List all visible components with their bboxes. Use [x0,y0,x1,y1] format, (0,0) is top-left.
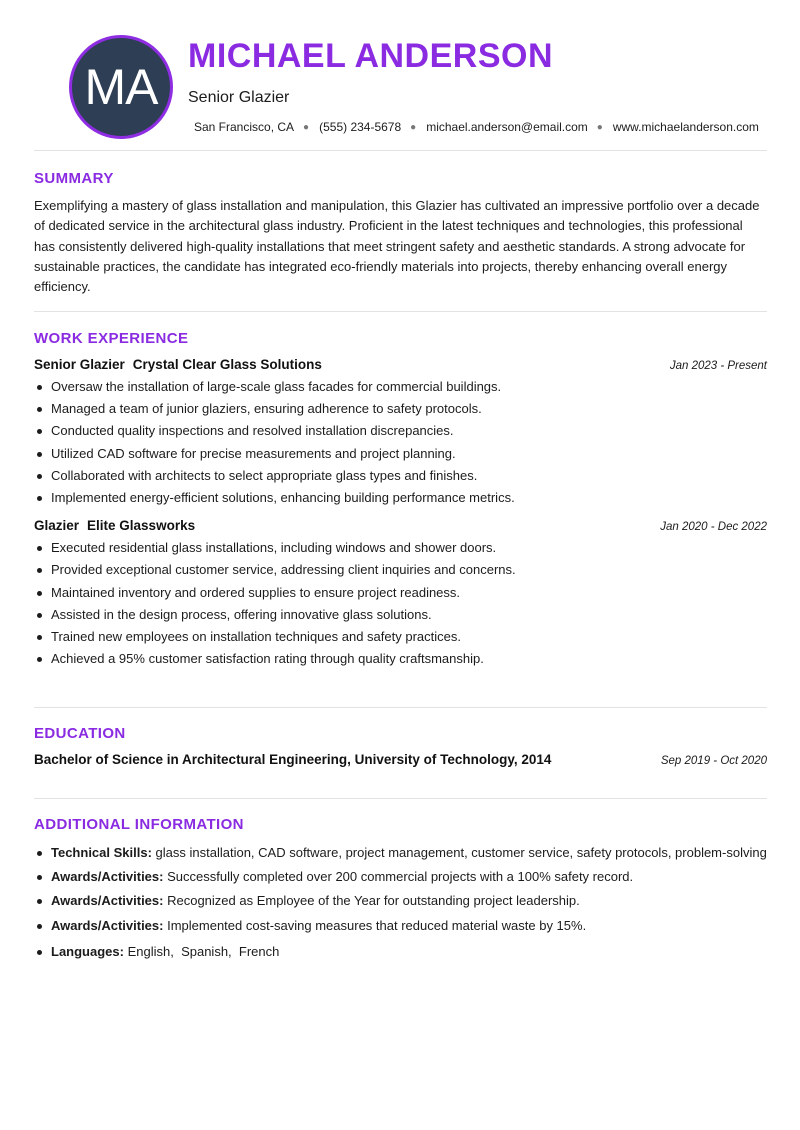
list-item [34,915,767,937]
education-section [34,708,767,781]
job-role: Glazier [34,518,80,534]
item-text: glass installation, CAD software, project management, customer service, safety protocols, problem-solving [155,845,767,860]
list-item: Assisted in the design process, offering innovative glass solutions. [34,604,767,626]
resume-header [34,0,767,150]
job-company: Crystal Clear Glass Solutions [132,357,322,372]
section-heading-education: EDUCATION [34,725,126,742]
section-heading-summary: SUMMARY [34,170,114,187]
job-dates: Jan 2023 - Present [669,360,767,372]
experience-section [34,312,767,687]
item-text: Successfully completed over 200 commercial projects with a 100% safety record. [167,869,634,885]
job-entry [34,357,767,509]
item-text: Implemented cost-saving measures that reduced material waste by 15%. [167,917,587,933]
avatar-initials: MA [84,59,158,115]
summary-text: Exemplifying a mastery of glass installation and manipulation, this Glazier has cultivated an impressive portfolio over a decade of dedicated service in the architectural glass industry. Proficient in the latest techniques and technologies, this professional has consistently delivered high-quality installations that meet stringent safety and aesthetic standards. A strong advocate for sustainable practices, the candidate has integrated eco-friendly materials into projects, thereby enhancing overall energy efficiency. [34,198,760,295]
list-item: Oversaw the installation of large-scale glass facades for commercial buildings. [34,376,767,398]
job-bullets [34,376,767,509]
list-item: Implemented energy-efficient solutions, enhancing building performance metrics. [34,487,767,509]
list-item [34,890,767,912]
job-entry [34,518,767,670]
job-dates: Jan 2020 - Dec 2022 [660,521,767,534]
list-item: Achieved a 95% customer satisfaction rating through quality craftsmanship. [34,648,767,670]
list-item [34,866,767,888]
list-item: Maintained inventory and ordered supplies to ensure project readiness. [34,582,767,604]
list-item [34,842,767,864]
contact-phone: (555) 234-5678 [319,120,402,134]
education-dates: Sep 2019 - Oct 2020 [660,755,767,767]
job-bullets [34,537,767,670]
list-item: Utilized CAD software for precise measurements and project planning. [34,443,767,465]
list-item: Executed residential glass installations, including windows and shower doors. [34,537,767,559]
job-role: Senior Glazier [34,357,125,372]
item-label: Awards/Activities: [51,917,164,933]
avatar [69,35,173,139]
list-item: Provided exceptional customer service, addressing client inquiries and concerns. [34,559,767,581]
additional-section [34,799,767,963]
contact-email[interactable]: michael.anderson@email.com [426,120,588,134]
summary-section [34,151,767,311]
candidate-name: MICHAEL ANDERSON [188,37,554,75]
separator-dot-icon: ● [410,121,417,133]
list-item: Trained new employees on installation techniques and safety practices. [34,626,767,648]
separator-dot-icon: ● [596,121,603,133]
additional-list [34,842,767,963]
item-label: Awards/Activities: [51,893,164,909]
item-text: Recognized as Employee of the Year for outstanding project leadership. [167,893,580,909]
item-text: English, Spanish, French [127,943,280,959]
list-item: Managed a team of junior glaziers, ensuring adherence to safety protocols. [34,398,767,420]
job-heading [34,518,195,533]
job-company: Elite Glassworks [87,518,196,534]
item-label: Awards/Activities: [51,869,164,885]
section-heading-experience: WORK EXPERIENCE [34,330,189,347]
contact-location: San Francisco, CA [194,120,295,134]
list-item [34,941,767,963]
section-heading-additional: ADDITIONAL INFORMATION [34,816,244,833]
list-item: Conducted quality inspections and resolved installation discrepancies. [34,420,767,442]
contact-line [194,120,759,134]
list-item: Collaborated with architects to select appropriate glass types and finishes. [34,465,767,487]
job-heading [34,357,322,372]
separator-dot-icon: ● [303,121,310,133]
education-degree: Bachelor of Science in Architectural Engineering, University of Technology, 2014 [34,752,552,767]
contact-website[interactable]: www.michaelanderson.com [612,120,759,134]
item-label: Technical Skills: [51,845,152,860]
candidate-title: Senior Glazier [188,89,290,106]
item-label: Languages: [51,943,124,959]
